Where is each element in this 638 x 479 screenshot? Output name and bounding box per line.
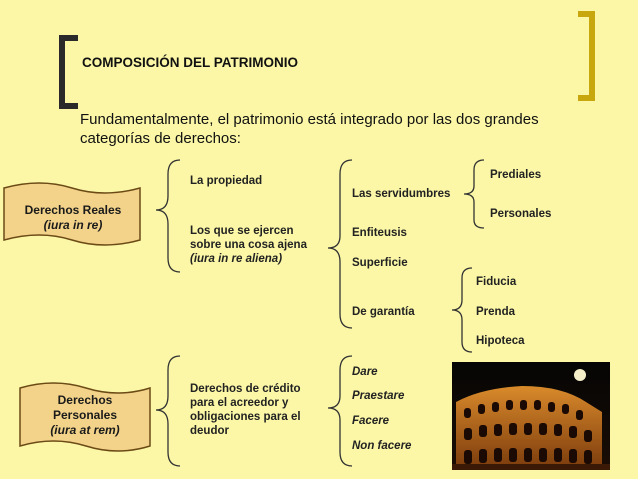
moon-icon (574, 369, 586, 381)
credito-line2: para el acreedor y (190, 397, 289, 409)
reales-line2: (iura in re) (43, 218, 103, 232)
label-servidumbres: Las servidumbres (352, 188, 451, 200)
ajena-line2: sobre una cosa ajena (190, 239, 307, 251)
brace-credito (328, 356, 352, 466)
label-enfiteusis: Enfiteusis (352, 227, 407, 239)
credito-line3: obligaciones para el (190, 411, 301, 423)
intro-text: Fundamentalmente, el patrimonio está integrado por las dos grandes categorías de derechos: (80, 111, 539, 147)
personales-line2: Personales (52, 408, 118, 422)
label-prenda: Prenda (476, 306, 515, 318)
left-bracket (62, 38, 78, 106)
brace-reales (156, 160, 180, 272)
personales-line3: (iura at rem) (50, 423, 120, 437)
personales-line1: Derechos (57, 393, 113, 407)
label-facere: Facere (352, 415, 390, 427)
label-non-facere: Non facere (352, 440, 412, 452)
label-propiedad: La propiedad (190, 175, 263, 187)
credito-line4: deudor (190, 425, 229, 437)
ribbon-personales-label (22, 393, 148, 438)
colosseum-photo (452, 362, 610, 470)
brace-servidumbres (464, 160, 484, 228)
ajena-line3: (iura in re aliena) (190, 253, 283, 265)
label-credito (190, 382, 301, 438)
reales-line1: Derechos Reales (24, 203, 122, 217)
right-bracket (578, 14, 592, 98)
label-garantia: De garantía (352, 306, 415, 318)
label-prediales: Prediales (490, 169, 542, 181)
label-cosa-ajena (190, 224, 307, 266)
label-praestare: Praestare (352, 390, 405, 402)
brace-personales (156, 356, 180, 466)
label-personales-serv: Personales (490, 208, 552, 220)
ajena-line1: Los que se ejercen (190, 225, 294, 237)
label-fiducia: Fiducia (476, 276, 517, 288)
page-title: COMPOSICIÓN DEL PATRIMONIO (82, 55, 299, 70)
brace-garantia (452, 268, 472, 352)
credito-line1: Derechos de crédito (190, 383, 301, 395)
brace-ajena (328, 160, 352, 328)
label-hipoteca: Hipoteca (476, 335, 525, 347)
label-superficie: Superficie (352, 257, 408, 269)
label-dare: Dare (352, 366, 378, 378)
ribbon-reales-label (8, 203, 138, 233)
